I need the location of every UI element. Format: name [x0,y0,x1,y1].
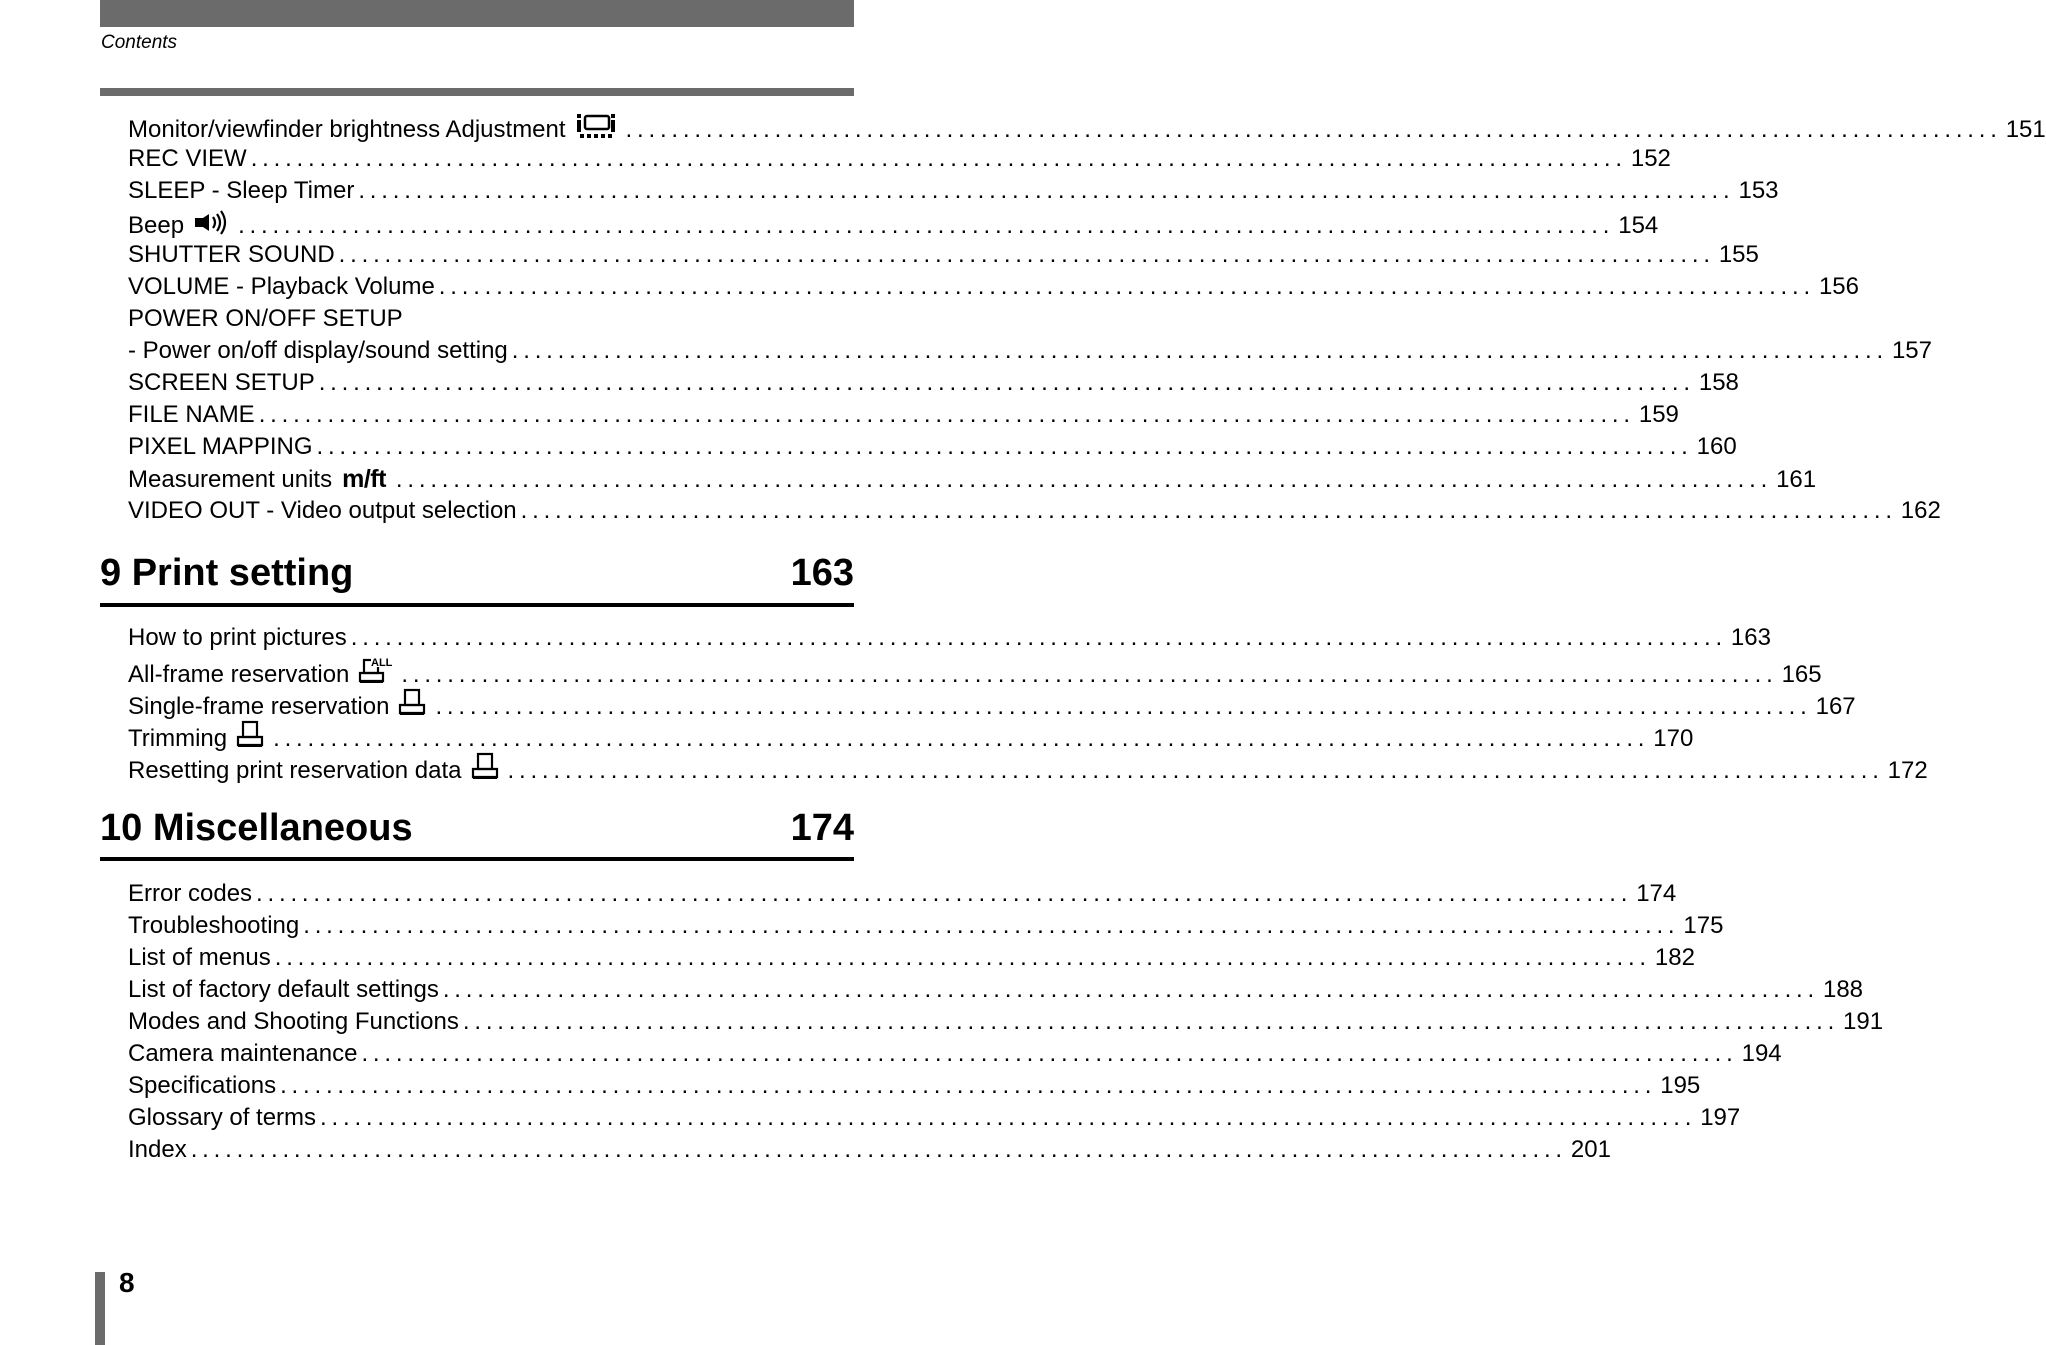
chapter-heading-9 [100,548,854,598]
toc-entry[interactable] [128,207,1659,239]
toc-entry-label: SLEEP - Sleep Timer [128,177,355,204]
dot-leader: ........................................................................................................................ [250,145,1627,172]
toc-entry[interactable] [128,431,1737,463]
toc-entry-page: 159 [1638,401,1679,428]
toc-entry-page: 160 [1696,433,1737,460]
dot-leader: ........................................................................................................................ [190,1136,1567,1163]
toc-section-9 [128,622,1928,784]
toc-entry-page: 163 [1730,624,1771,651]
dot-leader: ........................................................................................................................ [401,661,1778,688]
chapter-heading-10 [100,803,854,853]
toc-entry-label: SHUTTER SOUND [128,241,335,268]
speaker-icon [194,209,228,244]
toc-entry[interactable] [128,1006,1884,1038]
toc-entry-page: 174 [1636,880,1677,907]
toc-entry-label: List of factory default settings [128,976,439,1003]
toc-entry-page: 151 [2005,116,2046,143]
toc-entry-label: Index [128,1136,187,1163]
toc-entry-label: Measurement units [128,466,333,493]
toc-entry[interactable] [128,399,1679,431]
dot-leader: ........................................................................................................................ [520,497,1897,524]
toc-entry-label: Monitor/viewfinder brightness Adjustment [128,116,566,143]
dot-leader: ........................................................................................................................ [438,273,1815,300]
chapter-rule [100,603,854,607]
toc-entry-label: Glossary of terms [128,1104,317,1131]
toc-entry[interactable] [128,1134,1611,1166]
toc-section-10 [128,878,1884,1166]
dot-leader: ........................................................................................................................ [511,337,1888,364]
chapter-page: 163 [790,552,854,594]
toc-entry-label: VOLUME - Playback Volume [128,273,435,300]
toc-entry-page: 201 [1570,1136,1611,1163]
dot-leader: ........................................................................................................................ [274,944,1651,971]
toc-entry-page: 172 [1887,757,1928,784]
chapter-title[interactable]: 10 Miscellaneous [100,807,413,849]
toc-entry-label: Camera maintenance [128,1040,358,1067]
toc-entry-page: 194 [1741,1040,1782,1067]
toc-entry-page: 197 [1700,1104,1741,1131]
brightness-icon [576,113,616,148]
toc-entry-page: 191 [1843,1008,1884,1035]
toc-entry[interactable] [128,239,1759,271]
toc-section-8 [128,111,2046,527]
header-rule [100,88,854,96]
toc-entry[interactable] [128,1038,1782,1070]
dot-leader: ........................................................................................................................ [303,912,1680,939]
mft-icon: m/ft [342,465,386,493]
toc-entry-page: 170 [1653,725,1694,752]
toc-entry-label: List of menus [128,944,271,971]
toc-entry-label: - Power on/off display/sound setting [128,337,508,364]
toc-entry-page: 188 [1822,976,1864,1003]
toc-entry[interactable] [128,942,1695,974]
toc-entry-page: 162 [1900,497,1941,524]
dot-leader: ........................................................................................................................ [318,369,1695,396]
toc-entry-label: All-frame reservation [128,661,350,688]
toc-entry[interactable] [128,1102,1741,1134]
toc-entry-page: 153 [1738,177,1779,204]
toc-entry[interactable] [128,622,1771,654]
dot-leader: ........................................................................................................................ [258,401,1635,428]
dot-leader: ........................................................................................................................ [273,725,1650,752]
toc-entry-page: 195 [1660,1072,1701,1099]
toc-entry-label: Single-frame reservation [128,693,390,720]
toc-entry-label: PIXEL MAPPING [128,433,313,460]
page-marker-bar [95,1272,105,1345]
toc-entry-page: 156 [1818,273,1859,300]
toc-entry[interactable] [128,303,854,335]
dot-leader: ........................................................................................................................ [316,433,1693,460]
print-icon [399,688,425,725]
toc-entry[interactable] [128,143,1671,175]
toc-entry[interactable] [128,654,1822,688]
toc-entry[interactable] [128,271,1859,303]
toc-entry-label: FILE NAME [128,401,255,428]
toc-entry-label: Error codes [128,880,253,907]
toc-entry[interactable] [128,111,2046,143]
dot-leader: ........................................................................................................................ [338,241,1715,268]
header-bar [100,0,854,27]
svg-text:ALL: ALL [371,657,393,669]
toc-entry[interactable] [128,367,1739,399]
toc-entry-label: SCREEN SETUP [128,369,315,396]
running-head: Contents [101,32,178,53]
dot-leader: ........................................................................................................................ [256,880,1633,907]
page-number: 8 [119,1267,135,1298]
toc-entry[interactable] [128,974,1864,1006]
toc-entry-label: Troubleshooting [128,912,300,939]
chapter-rule [100,857,854,861]
dot-leader: ........................................................................................................................ [435,693,1812,720]
toc-entry[interactable] [128,175,1779,207]
dot-leader: ........................................................................................................................ [395,466,1773,493]
toc-entry[interactable] [128,878,1677,910]
toc-entry[interactable] [128,686,1856,720]
toc-entry-page: 157 [1891,337,1932,364]
toc-entry-page: 158 [1698,369,1739,396]
toc-entry-page: 182 [1654,944,1695,971]
toc-entry-label: Beep [128,212,185,239]
toc-entry[interactable] [128,718,1694,752]
toc-entry-label: VIDEO OUT - Video output selection [128,497,517,524]
toc-entry-page: 154 [1618,212,1659,239]
toc-entry-page: 165 [1781,661,1822,688]
toc-entry-page: 161 [1776,466,1817,493]
toc-entry-label: Modes and Shooting Functions [128,1008,459,1035]
dot-leader: ........................................................................................................................ [507,757,1884,784]
toc-entry-page: 155 [1718,241,1759,268]
toc-entry[interactable] [128,335,1932,367]
toc-entry[interactable] [128,463,1817,495]
chapter-title[interactable]: 9 Print setting [100,552,354,594]
dot-leader: ........................................................................................................................ [238,212,1615,239]
dot-leader: ........................................................................................................................ [361,1040,1738,1067]
dot-leader: ........................................................................................................................ [358,177,1735,204]
dot-leader: ........................................................................................................................ [350,624,1727,651]
toc-entry-page: 152 [1630,145,1671,172]
dot-leader: ........................................................................................................................ [625,116,2002,143]
dot-leader: ........................................................................................................................ [320,1104,1697,1131]
print-icon [237,720,263,757]
dot-leader: ........................................................................................................................ [442,976,1819,1003]
toc-entry-label: How to print pictures [128,624,347,651]
toc-entry[interactable] [128,910,1724,942]
toc-entry-page: 175 [1683,912,1724,939]
toc-entry-label: POWER ON/OFF SETUP [128,305,403,332]
toc-entry-label: Trimming [128,725,228,752]
toc-entry-label: Resetting print reservation data [128,757,462,784]
toc-entry[interactable] [128,495,1941,527]
print-all-icon [359,656,391,693]
dot-leader: ........................................................................................................................ [280,1072,1657,1099]
dot-leader: ........................................................................................................................ [462,1008,1840,1035]
toc-entry[interactable] [128,1070,1701,1102]
print-icon [472,752,498,789]
toc-entry-label: Specifications [128,1072,277,1099]
toc-entry-page: 167 [1815,693,1856,720]
chapter-page: 174 [790,807,854,849]
toc-entry-label: REC VIEW [128,145,247,172]
